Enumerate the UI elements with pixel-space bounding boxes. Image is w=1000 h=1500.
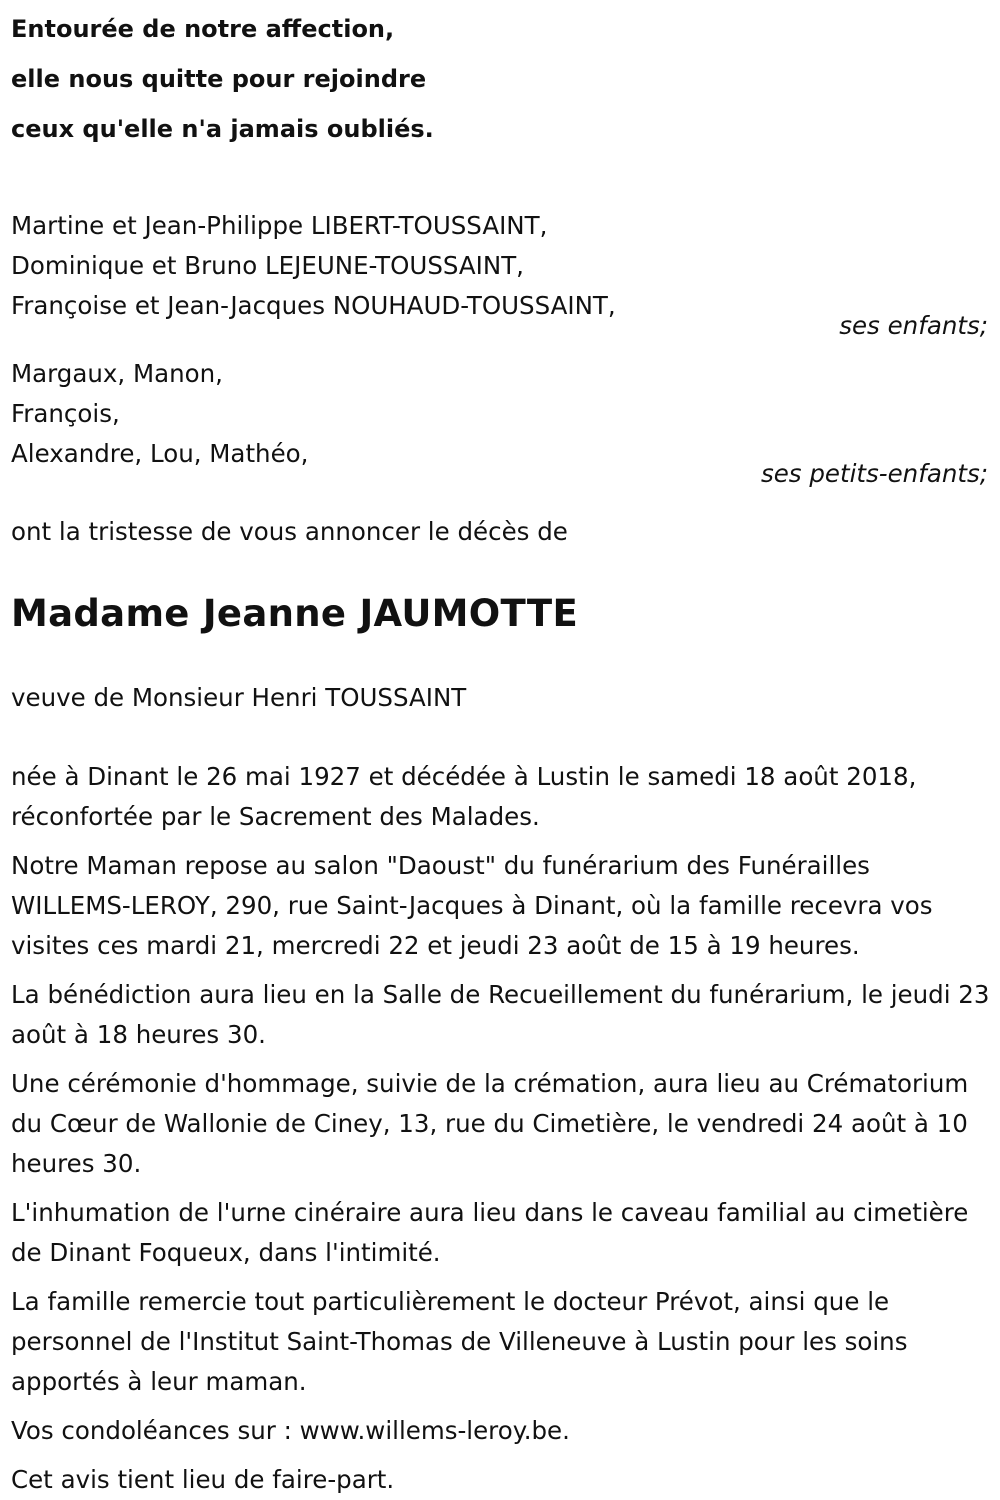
epigraph-line: elle nous quitte pour rejoindre — [11, 65, 427, 93]
children-relation: ses enfants; — [839, 311, 988, 340]
grandchildren-list — [11, 354, 990, 488]
burial-paragraph: L'inhumation de l'urne cinéraire aura lieu dans le caveau familial au cimetière de Dinant Foqueux, dans l'intimité. — [11, 1198, 969, 1267]
child-couple: Dominique et Bruno LEJEUNE-TOUSSAINT, — [11, 251, 524, 280]
child-couple: Françoise et Jean-Jacques NOUHAUD-TOUSSAINT, — [11, 291, 616, 320]
epigraph-line: Entourée de notre affection, — [11, 15, 395, 43]
epigraph-line: ceux qu'elle n'a jamais oubliés. — [11, 115, 434, 143]
condolences-paragraph: Vos condoléances sur : www.willems-leroy.be. — [11, 1416, 570, 1445]
notice-body — [11, 757, 990, 1500]
grandchildren-line: Alexandre, Lou, Mathéo, — [11, 439, 309, 468]
child-couple: Martine et Jean-Philippe LIBERT-TOUSSAINT, — [11, 211, 548, 240]
children-list — [11, 206, 990, 340]
closing-paragraph: Cet avis tient lieu de faire-part. — [11, 1465, 395, 1494]
visitation-paragraph: Notre Maman repose au salon "Daoust" du funérarium des Funérailles WILLEMS-LEROY, 290, rue Saint-Jacques à Dinant, où la famille recevra vos visites ces mardi 21, mercredi 22 et jeudi 23 août de 15 à 19 heures. — [11, 851, 933, 960]
announcement: ont la tristesse de vous annoncer le décès de — [11, 517, 568, 546]
grandchildren-line: François, — [11, 399, 120, 428]
widow-of: veuve de Monsieur Henri TOUSSAINT — [11, 683, 467, 712]
thanks-paragraph: La famille remercie tout particulièrement le docteur Prévot, ainsi que le personnel de l'Institut Saint-Thomas de Villeneuve à Lustin pour les soins apportés à leur maman. — [11, 1287, 908, 1396]
grandchildren-line: Margaux, Manon, — [11, 359, 223, 388]
blessing-paragraph: La bénédiction aura lieu en la Salle de Recueillement du funérarium, le jeudi 23 août à 18 heures 30. — [11, 980, 990, 1049]
ceremony-paragraph: Une cérémonie d'hommage, suivie de la crémation, aura lieu au Crématorium du Cœur de Wallonie de Ciney, 13, rue du Cimetière, le vendredi 24 août à 10 heures 30. — [11, 1069, 969, 1178]
deceased-name: Madame Jeanne JAUMOTTE — [11, 592, 579, 635]
epigraph — [11, 0, 990, 154]
birth-death-paragraph: née à Dinant le 26 mai 1927 et décédée à Lustin le samedi 18 août 2018, réconfortée par le Sacrement des Malades. — [11, 762, 917, 831]
grandchildren-relation: ses petits-enfants; — [760, 459, 988, 488]
